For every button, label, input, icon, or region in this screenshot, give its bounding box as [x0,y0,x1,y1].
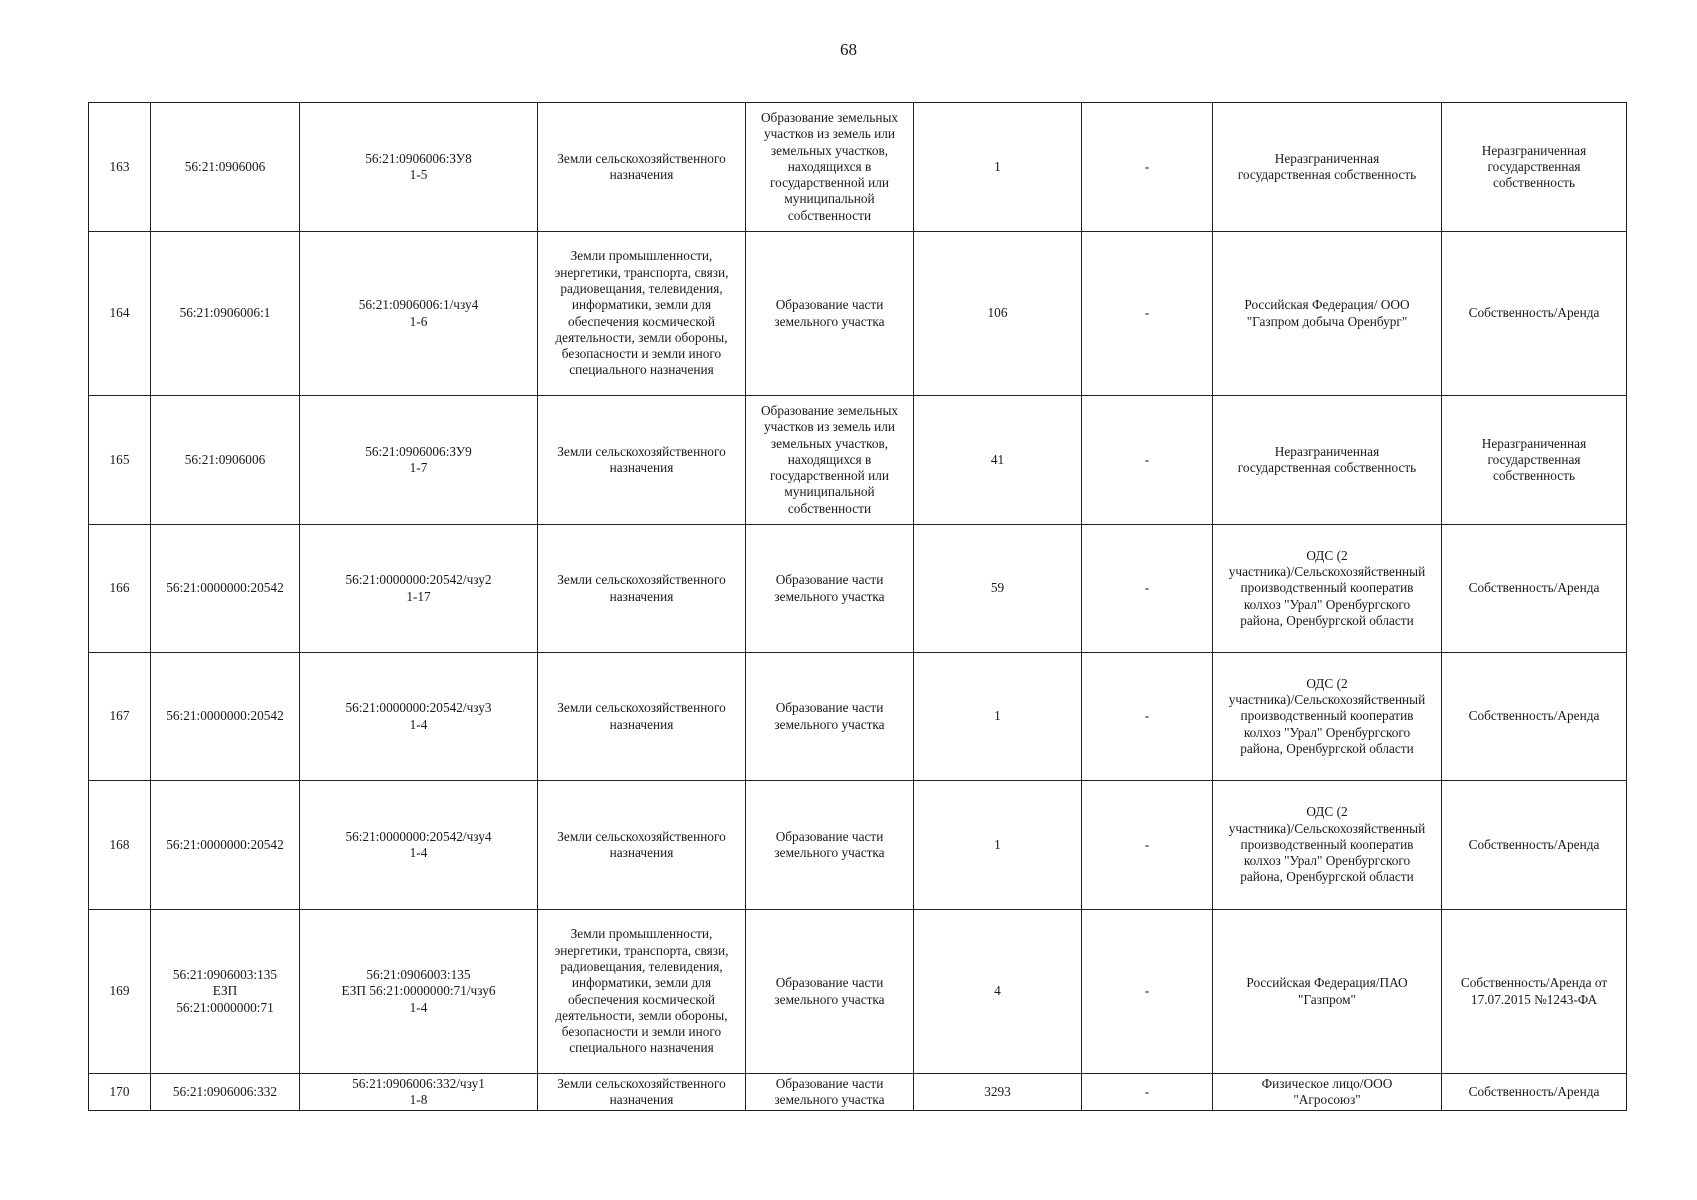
cadastral-quarter-cell: 56:21:0906006:1 [151,232,300,396]
land-category-cell: Земли сельскохозяйственного назначения [538,781,746,910]
purpose-cell: Образование земельных участков из земель или земельных участков, находящихся в государственной или муниципальной собственности [746,396,914,525]
land-category-cell: Земли сельскохозяйственного назначения [538,1074,746,1111]
land-category-cell: Земли промышленности, энергетики, транспорта, связи, радиовещания, телевидения, информатики, земли для обеспечения космической деятельности, земли обороны, безопасности и земли иного специального назначения [538,910,746,1074]
table-row [89,396,1627,525]
row-number-cell: 165 [89,396,151,525]
table-row [89,525,1627,653]
right-type-cell: Собственность/Аренда [1442,232,1627,396]
table-row [89,232,1627,396]
cadastral-quarter-cell: 56:21:0000000:20542 [151,781,300,910]
area-cell: 1 [914,103,1082,232]
row-number-cell: 163 [89,103,151,232]
cadastral-quarter-cell: 56:21:0906006 [151,396,300,525]
row-number-cell: 170 [89,1074,151,1111]
table-row [89,781,1627,910]
cadastral-quarter-cell: 56:21:0000000:20542 [151,653,300,781]
owner-cell: Неразграниченная государственная собственность [1213,396,1442,525]
owner-cell: Российская Федерация/ПАО "Газпром" [1213,910,1442,1074]
purpose-cell: Образование части земельного участка [746,232,914,396]
encumbrance-cell: - [1082,910,1213,1074]
cadastral-quarter-cell: 56:21:0000000:20542 [151,525,300,653]
right-type-cell: Собственность/Аренда [1442,1074,1627,1111]
purpose-cell: Образование части земельного участка [746,781,914,910]
owner-cell: ОДС (2 участника)/Сельскохозяйственный производственный кооператив колхоз "Урал" Оренбургского района, Оренбургской области [1213,781,1442,910]
encumbrance-cell: - [1082,232,1213,396]
area-cell: 1 [914,781,1082,910]
row-number-cell: 167 [89,653,151,781]
owner-cell: Физическое лицо/ООО "Агросоюз" [1213,1074,1442,1111]
purpose-cell: Образование земельных участков из земель или земельных участков, находящихся в государственной или муниципальной собственности [746,103,914,232]
row-number-cell: 168 [89,781,151,910]
right-type-cell: Собственность/Аренда [1442,653,1627,781]
encumbrance-cell: - [1082,653,1213,781]
row-number-cell: 169 [89,910,151,1074]
land-category-cell: Земли сельскохозяйственного назначения [538,525,746,653]
owner-cell: Российская Федерация/ ООО "Газпром добыча Оренбург" [1213,232,1442,396]
right-type-cell: Неразграниченная государственная собственность [1442,396,1627,525]
area-cell: 59 [914,525,1082,653]
cadastral-quarter-cell: 56:21:0906006 [151,103,300,232]
encumbrance-cell: - [1082,781,1213,910]
area-cell: 1 [914,653,1082,781]
purpose-cell: Образование части земельного участка [746,1074,914,1111]
land-category-cell: Земли сельскохозяйственного назначения [538,103,746,232]
purpose-cell: Образование части земельного участка [746,910,914,1074]
owner-cell: ОДС (2 участника)/Сельскохозяйственный производственный кооператив колхоз "Урал" Оренбургского района, Оренбургской области [1213,653,1442,781]
owner-cell: ОДС (2 участника)/Сельскохозяйственный производственный кооператив колхоз "Урал" Оренбургского района, Оренбургской области [1213,525,1442,653]
plot-designation-cell: 56:21:0000000:20542/чзу2 1-17 [300,525,538,653]
area-cell: 3293 [914,1074,1082,1111]
right-type-cell: Собственность/Аренда [1442,525,1627,653]
encumbrance-cell: - [1082,1074,1213,1111]
row-number-cell: 166 [89,525,151,653]
plot-designation-cell: 56:21:0906006:ЗУ9 1-7 [300,396,538,525]
right-type-cell: Неразграниченная государственная собственность [1442,103,1627,232]
page-number: 68 [840,40,857,59]
row-number-cell: 164 [89,232,151,396]
area-cell: 41 [914,396,1082,525]
encumbrance-cell: - [1082,396,1213,525]
plot-designation-cell: 56:21:0000000:20542/чзу3 1-4 [300,653,538,781]
right-type-cell: Собственность/Аренда [1442,781,1627,910]
land-category-cell: Земли сельскохозяйственного назначения [538,653,746,781]
cadastral-quarter-cell: 56:21:0906006:332 [151,1074,300,1111]
plot-designation-cell: 56:21:0906003:135 ЕЗП 56:21:0000000:71/чзу6 1-4 [300,910,538,1074]
plot-designation-cell: 56:21:0906006:ЗУ8 1-5 [300,103,538,232]
owner-cell: Неразграниченная государственная собственность [1213,103,1442,232]
area-cell: 106 [914,232,1082,396]
table-row [89,910,1627,1074]
table-row [89,653,1627,781]
land-plots-table [88,102,1627,1111]
encumbrance-cell: - [1082,103,1213,232]
area-cell: 4 [914,910,1082,1074]
land-category-cell: Земли промышленности, энергетики, транспорта, связи, радиовещания, телевидения, информатики, земли для обеспечения космической деятельности, земли обороны, безопасности и земли иного специального назначения [538,232,746,396]
table-row [89,1074,1627,1111]
encumbrance-cell: - [1082,525,1213,653]
plot-designation-cell: 56:21:0906006:1/чзу4 1-6 [300,232,538,396]
plot-designation-cell: 56:21:0906006:332/чзу1 1-8 [300,1074,538,1111]
cadastral-quarter-cell: 56:21:0906003:135 ЕЗП 56:21:0000000:71 [151,910,300,1074]
land-category-cell: Земли сельскохозяйственного назначения [538,396,746,525]
purpose-cell: Образование части земельного участка [746,525,914,653]
table-row [89,103,1627,232]
plot-designation-cell: 56:21:0000000:20542/чзу4 1-4 [300,781,538,910]
right-type-cell: Собственность/Аренда от 17.07.2015 №1243-ФА [1442,910,1627,1074]
purpose-cell: Образование части земельного участка [746,653,914,781]
